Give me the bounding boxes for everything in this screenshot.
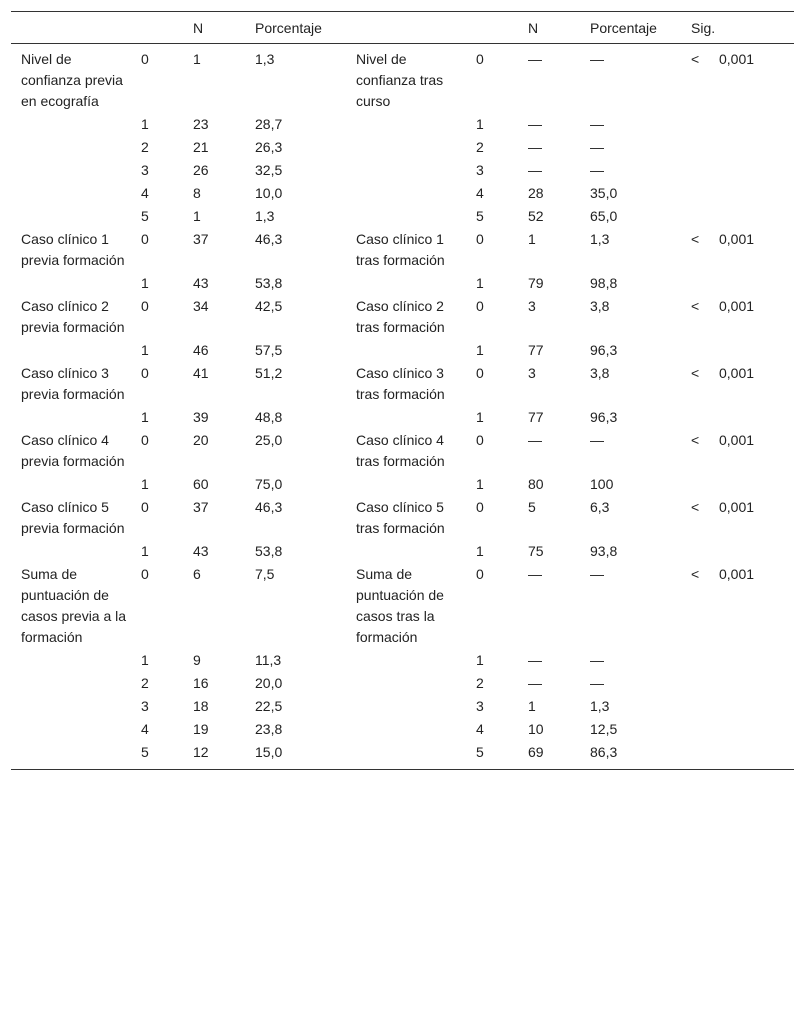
variable-label-pre — [11, 159, 131, 182]
count-post: 3 — [528, 298, 536, 314]
level-post: 0 — [476, 298, 484, 314]
header-row — [11, 12, 794, 44]
sig-value: 0,001 — [719, 499, 755, 515]
variable-label-pre — [11, 695, 131, 718]
sig-symbol: < — [691, 231, 700, 247]
sig-value: 0,001 — [719, 432, 755, 448]
variable-label-pre — [11, 718, 131, 741]
count-post: 52 — [528, 208, 544, 224]
variable-label-pre — [11, 113, 131, 136]
level-post: 0 — [476, 499, 484, 515]
percent-pre: 53,8 — [255, 543, 283, 559]
count-pre: 46 — [193, 342, 209, 358]
count-post: 80 — [528, 476, 544, 492]
count-pre: 60 — [193, 476, 209, 492]
percent-post: 6,3 — [590, 499, 610, 515]
results-table-container — [11, 11, 794, 770]
count-pre: 9 — [193, 652, 201, 668]
count-pre: 20 — [193, 432, 209, 448]
table-row — [11, 136, 794, 159]
percent-post: 65,0 — [590, 208, 618, 224]
level-pre: 4 — [141, 721, 149, 737]
header-cell-percent-post: Porcentaje — [580, 12, 681, 44]
count-pre: 1 — [193, 208, 201, 224]
count-pre: 43 — [193, 543, 209, 559]
table-row — [11, 695, 794, 718]
variable-label-post — [346, 113, 466, 136]
count-pre: 6 — [193, 566, 201, 582]
percent-post: 3,8 — [590, 365, 610, 381]
level-post: 4 — [476, 721, 484, 737]
count-pre: 21 — [193, 139, 209, 155]
significance-cell — [681, 563, 794, 649]
variable-label-pre: Caso clínico 4 previa formación — [21, 432, 125, 469]
percent-pre: 23,8 — [255, 721, 283, 737]
count-post: 77 — [528, 409, 544, 425]
header-cell — [466, 12, 518, 44]
count-post: 5 — [528, 499, 536, 515]
level-pre: 1 — [141, 476, 149, 492]
sig-value: 0,001 — [719, 365, 755, 381]
table-header — [11, 12, 794, 44]
table-row — [11, 205, 794, 228]
percent-pre: 46,3 — [255, 231, 283, 247]
level-pre: 2 — [141, 139, 149, 155]
count-pre: 37 — [193, 231, 209, 247]
variable-label-pre — [11, 339, 131, 362]
level-post: 3 — [476, 162, 484, 178]
level-pre: 0 — [141, 566, 149, 582]
variable-label-post — [346, 182, 466, 205]
percent-pre: 42,5 — [255, 298, 283, 314]
level-post: 1 — [476, 116, 484, 132]
variable-label-post: Caso clínico 1 tras formación — [356, 231, 445, 268]
count-post: — — [528, 116, 542, 132]
variable-label-post — [346, 540, 466, 563]
level-pre: 0 — [141, 298, 149, 314]
count-post: 77 — [528, 342, 544, 358]
count-pre: 18 — [193, 698, 209, 714]
sig-symbol: < — [691, 499, 700, 515]
level-pre: 5 — [131, 741, 183, 770]
count-post: 1 — [528, 231, 536, 247]
sig-value: 0,001 — [719, 566, 755, 582]
count-pre: 12 — [183, 741, 245, 770]
count-pre: 16 — [193, 675, 209, 691]
level-pre: 4 — [141, 185, 149, 201]
level-post: 2 — [476, 139, 484, 155]
variable-label-post — [346, 741, 466, 770]
table-row — [11, 228, 794, 272]
header-cell-sig: Sig. — [681, 12, 794, 44]
level-post: 0 — [476, 51, 484, 67]
count-post: 28 — [528, 185, 544, 201]
level-post: 1 — [476, 275, 484, 291]
header-cell — [11, 12, 131, 44]
variable-label-post: Caso clínico 2 tras formación — [356, 298, 445, 335]
level-post: 0 — [476, 432, 484, 448]
level-post: 4 — [476, 185, 484, 201]
variable-label-post — [346, 272, 466, 295]
count-pre: 41 — [193, 365, 209, 381]
percent-post: 3,8 — [590, 298, 610, 314]
significance-cell — [681, 272, 794, 295]
count-pre: 39 — [193, 409, 209, 425]
sig-symbol: < — [691, 298, 700, 314]
count-post: 69 — [518, 741, 580, 770]
level-pre: 0 — [141, 231, 149, 247]
level-pre: 1 — [141, 543, 149, 559]
level-pre: 3 — [141, 162, 149, 178]
variable-label-post — [346, 695, 466, 718]
percent-post: 100 — [590, 476, 614, 492]
table-row — [11, 362, 794, 406]
significance-cell — [681, 741, 794, 770]
level-pre: 1 — [141, 275, 149, 291]
variable-label-post: Caso clínico 3 tras formación — [356, 365, 445, 402]
table-row — [11, 182, 794, 205]
header-cell-n-post: N — [518, 12, 580, 44]
table-row — [11, 429, 794, 473]
count-post: — — [528, 675, 542, 691]
level-post: 1 — [476, 543, 484, 559]
header-cell — [131, 12, 183, 44]
variable-label-pre: Suma de puntuación de casos previa a la formación — [21, 566, 127, 645]
percent-pre: 25,0 — [255, 432, 283, 448]
results-table — [11, 11, 794, 770]
variable-label-pre — [11, 741, 131, 770]
count-post: — — [528, 566, 542, 582]
level-pre: 3 — [141, 698, 149, 714]
table-row — [11, 272, 794, 295]
level-post: 5 — [466, 741, 518, 770]
percent-post: — — [590, 566, 604, 582]
table-row — [11, 339, 794, 362]
percent-post: — — [590, 51, 604, 67]
table-row — [11, 649, 794, 672]
count-pre: 43 — [193, 275, 209, 291]
variable-label-pre — [11, 540, 131, 563]
table-row — [11, 741, 794, 770]
percent-post: 96,3 — [590, 342, 618, 358]
level-post: 0 — [476, 566, 484, 582]
percent-pre: 22,5 — [255, 698, 283, 714]
percent-pre: 7,5 — [255, 566, 275, 582]
level-post: 3 — [476, 698, 484, 714]
count-pre: 1 — [193, 51, 201, 67]
significance-cell — [681, 362, 794, 406]
count-post: 3 — [528, 365, 536, 381]
percent-pre: 15,0 — [245, 741, 346, 770]
percent-post: — — [590, 432, 604, 448]
significance-cell — [681, 672, 794, 695]
significance-cell — [681, 159, 794, 182]
percent-post: 12,5 — [590, 721, 618, 737]
percent-pre: 20,0 — [255, 675, 283, 691]
percent-pre: 53,8 — [255, 275, 283, 291]
percent-pre: 1,3 — [255, 208, 275, 224]
variable-label-pre — [11, 406, 131, 429]
percent-post: 1,3 — [590, 231, 610, 247]
percent-post: 1,3 — [590, 698, 610, 714]
level-post: 0 — [476, 365, 484, 381]
significance-cell — [681, 44, 794, 114]
percent-pre: 57,5 — [255, 342, 283, 358]
level-pre: 1 — [141, 652, 149, 668]
percent-pre: 48,8 — [255, 409, 283, 425]
percent-post: — — [590, 675, 604, 691]
level-post: 5 — [476, 208, 484, 224]
significance-cell — [681, 718, 794, 741]
count-pre: 37 — [193, 499, 209, 515]
percent-post: 93,8 — [590, 543, 618, 559]
level-pre: 1 — [141, 116, 149, 132]
percent-post: — — [590, 116, 604, 132]
level-pre: 0 — [141, 432, 149, 448]
header-cell-n-pre: N — [183, 12, 245, 44]
variable-label-post — [346, 339, 466, 362]
level-pre: 0 — [141, 51, 149, 67]
percent-pre: 32,5 — [255, 162, 283, 178]
count-post: — — [528, 162, 542, 178]
count-pre: 19 — [193, 721, 209, 737]
significance-cell — [681, 473, 794, 496]
variable-label-post — [346, 718, 466, 741]
significance-cell — [681, 695, 794, 718]
percent-post: 98,8 — [590, 275, 618, 291]
level-post: 0 — [476, 231, 484, 247]
level-pre: 0 — [141, 365, 149, 381]
count-post: 1 — [528, 698, 536, 714]
header-cell — [346, 12, 466, 44]
percent-post: — — [590, 162, 604, 178]
percent-post: 96,3 — [590, 409, 618, 425]
percent-pre: 75,0 — [255, 476, 283, 492]
table-row — [11, 540, 794, 563]
percent-pre: 51,2 — [255, 365, 283, 381]
count-pre: 34 — [193, 298, 209, 314]
sig-symbol: < — [691, 51, 700, 67]
table-row — [11, 496, 794, 540]
variable-label-post — [346, 649, 466, 672]
variable-label-pre: Caso clínico 2 previa formación — [21, 298, 125, 335]
sig-symbol: < — [691, 365, 700, 381]
percent-post: 86,3 — [580, 741, 681, 770]
variable-label-pre — [11, 136, 131, 159]
count-pre: 23 — [193, 116, 209, 132]
level-post: 1 — [476, 652, 484, 668]
significance-cell — [681, 649, 794, 672]
percent-post: — — [590, 139, 604, 155]
header-cell-percent-pre: Porcentaje — [245, 12, 346, 44]
variable-label-post: Nivel de confianza tras curso — [356, 51, 444, 109]
level-pre: 2 — [141, 675, 149, 691]
table-row — [11, 672, 794, 695]
table-row — [11, 563, 794, 649]
count-post: 79 — [528, 275, 544, 291]
level-post: 1 — [476, 342, 484, 358]
significance-cell — [681, 205, 794, 228]
variable-label-post: Suma de puntuación de casos tras la formación — [356, 566, 444, 645]
percent-pre: 1,3 — [255, 51, 275, 67]
variable-label-post — [346, 159, 466, 182]
count-pre: 26 — [193, 162, 209, 178]
variable-label-pre — [11, 672, 131, 695]
level-pre: 0 — [141, 499, 149, 515]
significance-cell — [681, 406, 794, 429]
significance-cell — [681, 228, 794, 272]
variable-label-pre — [11, 649, 131, 672]
variable-label-pre — [11, 473, 131, 496]
percent-pre: 11,3 — [255, 652, 282, 668]
level-pre: 5 — [141, 208, 149, 224]
variable-label-pre: Caso clínico 5 previa formación — [21, 499, 125, 536]
significance-cell — [681, 429, 794, 473]
count-post: — — [528, 652, 542, 668]
variable-label-pre — [11, 272, 131, 295]
table-row — [11, 473, 794, 496]
count-post: 75 — [528, 543, 544, 559]
variable-label-post — [346, 136, 466, 159]
variable-label-pre — [11, 182, 131, 205]
variable-label-post — [346, 205, 466, 228]
sig-value: 0,001 — [719, 231, 755, 247]
table-row — [11, 159, 794, 182]
percent-pre: 28,7 — [255, 116, 283, 132]
level-post: 1 — [476, 476, 484, 492]
sig-value: 0,001 — [719, 51, 755, 67]
significance-cell — [681, 182, 794, 205]
variable-label-pre — [11, 205, 131, 228]
variable-label-pre: Caso clínico 1 previa formación — [21, 231, 125, 268]
percent-post: — — [590, 652, 604, 668]
table-row — [11, 406, 794, 429]
table-row — [11, 718, 794, 741]
percent-pre: 46,3 — [255, 499, 283, 515]
percent-post: 35,0 — [590, 185, 618, 201]
significance-cell — [681, 339, 794, 362]
significance-cell — [681, 136, 794, 159]
variable-label-post — [346, 672, 466, 695]
level-post: 1 — [476, 409, 484, 425]
table-row — [11, 295, 794, 339]
significance-cell — [681, 540, 794, 563]
variable-label-pre: Caso clínico 3 previa formación — [21, 365, 125, 402]
significance-cell — [681, 113, 794, 136]
significance-cell — [681, 295, 794, 339]
percent-pre: 10,0 — [255, 185, 283, 201]
table-body — [11, 44, 794, 770]
table-row — [11, 44, 794, 114]
count-post: — — [528, 51, 542, 67]
variable-label-post: Caso clínico 4 tras formación — [356, 432, 445, 469]
percent-pre: 26,3 — [255, 139, 283, 155]
variable-label-post: Caso clínico 5 tras formación — [356, 499, 445, 536]
count-pre: 8 — [193, 185, 201, 201]
count-post: — — [528, 432, 542, 448]
count-post: — — [528, 139, 542, 155]
variable-label-post — [346, 406, 466, 429]
variable-label-pre: Nivel de confianza previa en ecografía — [21, 51, 123, 109]
significance-cell — [681, 496, 794, 540]
table-row — [11, 113, 794, 136]
variable-label-post — [346, 473, 466, 496]
level-pre: 1 — [141, 342, 149, 358]
sig-symbol: < — [691, 566, 700, 582]
count-post: 10 — [528, 721, 544, 737]
sig-symbol: < — [691, 432, 700, 448]
level-post: 2 — [476, 675, 484, 691]
sig-value: 0,001 — [719, 298, 755, 314]
level-pre: 1 — [141, 409, 149, 425]
